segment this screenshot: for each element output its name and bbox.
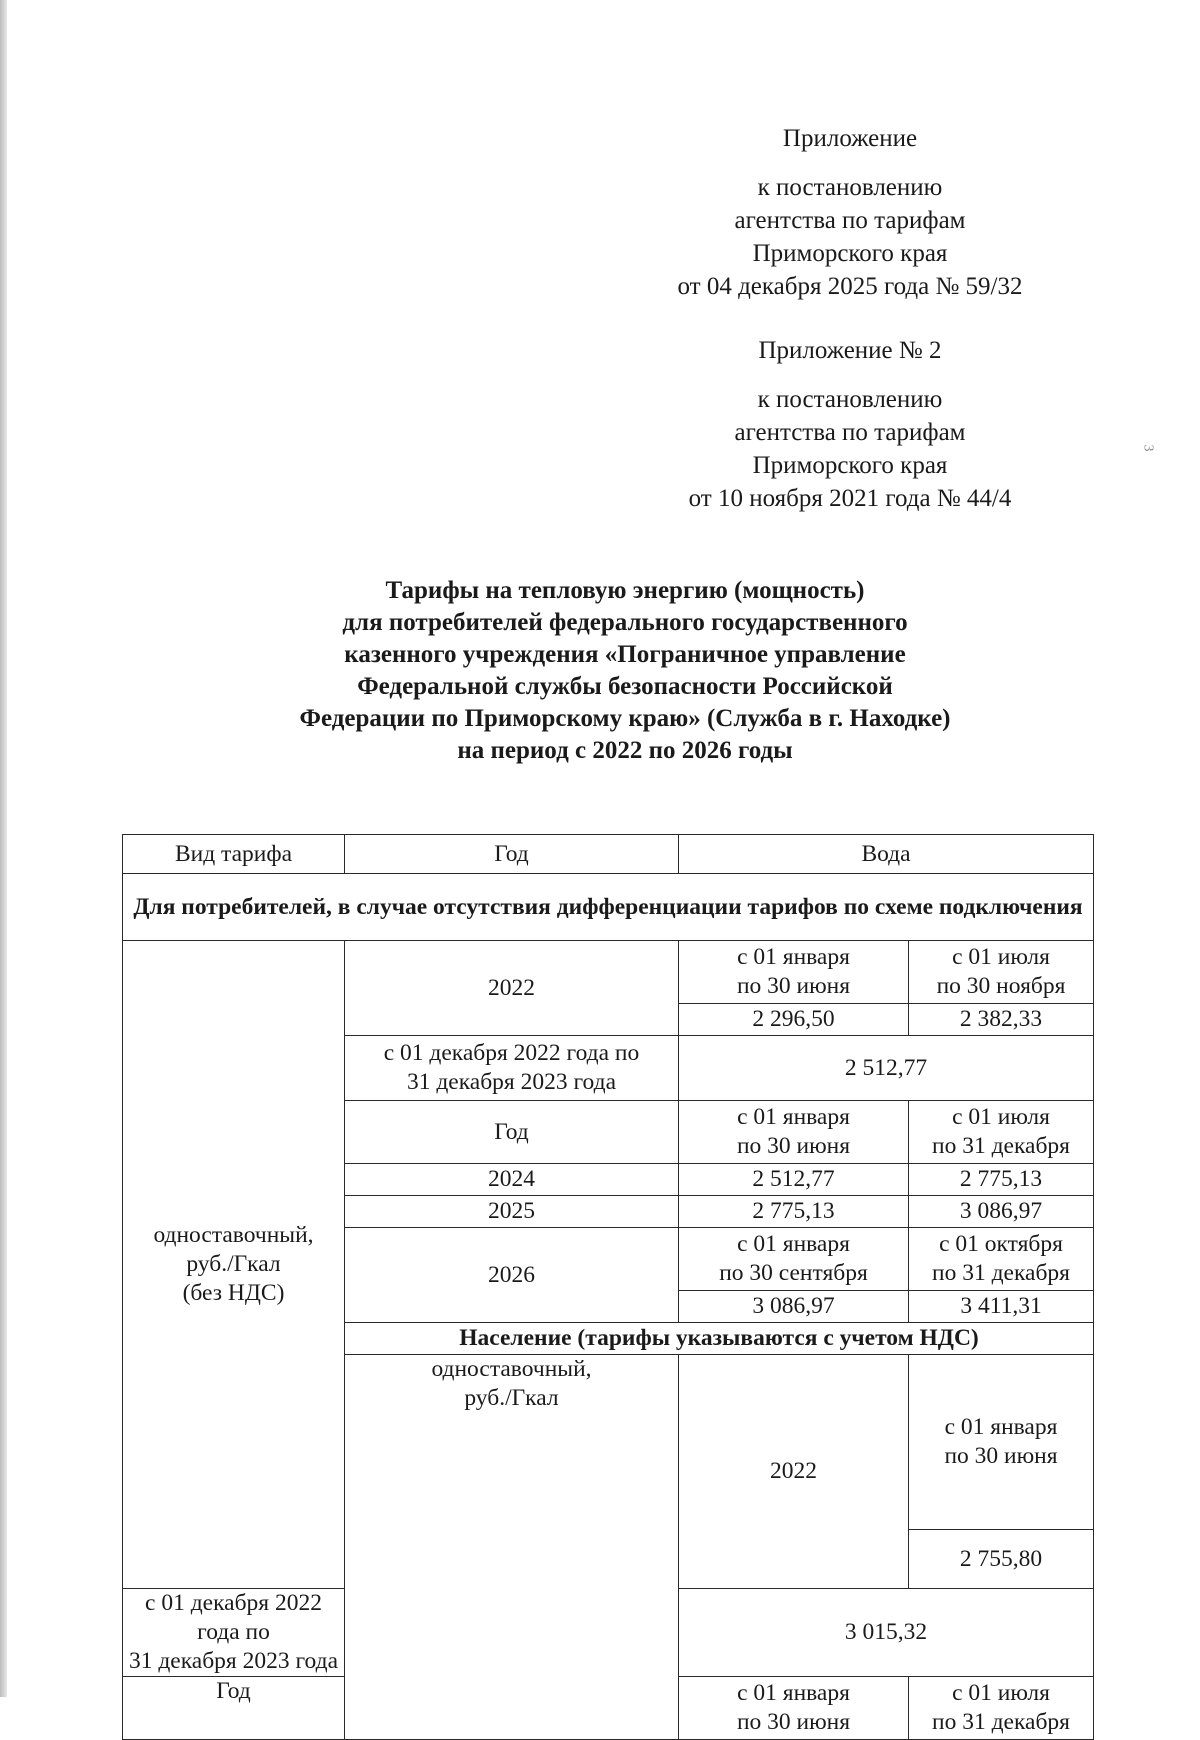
s1-period-header-year: Год bbox=[345, 1101, 679, 1164]
s1-2022-period1-to: по 30 июня bbox=[736, 973, 851, 999]
s1-2026-period2 bbox=[909, 1228, 1094, 1291]
document-title bbox=[150, 575, 1100, 767]
s1-period-header-p2-from: с 01 июля bbox=[952, 1104, 1050, 1130]
s2-dec-period-line1: с 01 декабря 2022 года по bbox=[145, 1590, 322, 1645]
appendix-original-line2: агентства по тарифам bbox=[734, 419, 966, 446]
appendix-original-line1: к постановлению bbox=[757, 386, 943, 413]
s2-dec-period-line2: 31 декабря 2023 года bbox=[128, 1648, 339, 1674]
s1-2022-value2: 2 382,33 bbox=[909, 1004, 1094, 1036]
appendix-current-line1: к постановлению bbox=[757, 174, 943, 201]
s1-2022-period2-to: по 30 ноября bbox=[936, 973, 1066, 999]
s1-2022-period1-from: с 01 января bbox=[737, 944, 850, 970]
s2-dec-value: 3 015,32 bbox=[679, 1589, 1094, 1677]
table-header-row bbox=[123, 835, 1094, 874]
s1-2026-period2-from: с 01 октября bbox=[939, 1231, 1063, 1257]
s1-period-header-p1 bbox=[679, 1101, 909, 1164]
s1-2022-period2 bbox=[909, 941, 1094, 1004]
s2-2022-period1-to: по 30 июня bbox=[944, 1443, 1058, 1469]
appendix-current-block bbox=[600, 122, 1100, 303]
page-mark: 3 bbox=[1140, 444, 1156, 452]
s2-period-header-year: Год bbox=[123, 1677, 345, 1740]
title-line6: на период с 2022 по 2026 годы bbox=[457, 737, 793, 764]
s1-tariff-label-line3: (без НДС) bbox=[182, 1280, 285, 1306]
s1-dec-period bbox=[345, 1036, 679, 1101]
s2-dec-period bbox=[123, 1589, 345, 1677]
s1-2025-value2: 3 086,97 bbox=[909, 1196, 1094, 1228]
s1-2022-period-row bbox=[123, 941, 1094, 1004]
section1-title-row bbox=[123, 874, 1094, 941]
title-line2: для потребителей федерального государственного bbox=[342, 609, 908, 636]
s1-2026-year: 2026 bbox=[345, 1228, 679, 1323]
header-water: Вода bbox=[679, 835, 1094, 874]
s1-2026-value1: 3 086,97 bbox=[679, 1291, 909, 1323]
appendix-current-line3: Приморского края bbox=[752, 240, 948, 267]
s1-2022-period1 bbox=[679, 941, 909, 1004]
s1-2026-period2-to: по 31 декабря bbox=[932, 1260, 1070, 1286]
s1-tariff-label-line2: руб./Гкал bbox=[186, 1251, 281, 1277]
s1-2024-year: 2024 bbox=[345, 1164, 679, 1196]
s1-2024-value1: 2 512,77 bbox=[679, 1164, 909, 1196]
s2-tariff-label-line2: руб./Гкал bbox=[464, 1385, 559, 1411]
tariffs-table bbox=[122, 834, 1094, 1740]
appendix-original-block bbox=[600, 334, 1100, 515]
s1-2022-period2-from: с 01 июля bbox=[952, 944, 1050, 970]
appendix-current-title: Приложение bbox=[782, 125, 918, 152]
appendix-original-title: Приложение № 2 bbox=[758, 337, 942, 364]
appendix-current-line4: от 04 декабря 2025 года № 59/32 bbox=[677, 273, 1023, 300]
s1-2022-year: 2022 bbox=[345, 941, 679, 1036]
title-line4: Федеральной службы безопасности Российской bbox=[357, 673, 893, 700]
s1-2025-value1: 2 775,13 bbox=[679, 1196, 909, 1228]
s1-2024-value2: 2 775,13 bbox=[909, 1164, 1094, 1196]
s2-period-header-p2-from: с 01 июля bbox=[952, 1680, 1050, 1706]
s2-period-header-p1 bbox=[679, 1677, 909, 1740]
s2-tariff-label-line1: одноставочный, bbox=[431, 1356, 592, 1382]
s2-period-header-p1-to: по 30 июня bbox=[736, 1709, 851, 1735]
s2-2022-period1 bbox=[909, 1355, 1094, 1530]
appendix-original-line4: от 10 ноября 2021 года № 44/4 bbox=[688, 485, 1012, 512]
s1-dec-period-line1: с 01 декабря 2022 года по bbox=[383, 1040, 640, 1066]
header-year: Год bbox=[345, 835, 679, 874]
title-line5: Федерации по Приморскому краю» (Служба в г. Находке) bbox=[299, 705, 951, 732]
s1-dec-value: 2 512,77 bbox=[679, 1036, 1094, 1101]
section1-title: Для потребителей, в случае отсутствия дифференциации тарифов по схеме подключения bbox=[123, 874, 1094, 941]
s1-2026-period1 bbox=[679, 1228, 909, 1291]
s2-period-header-p2 bbox=[909, 1677, 1094, 1740]
title-line1: Тарифы на тепловую энергию (мощность) bbox=[385, 577, 865, 604]
s1-2026-period1-to: по 30 сентября bbox=[719, 1260, 868, 1286]
appendix-current-line2: агентства по тарифам bbox=[734, 207, 966, 234]
s2-2022-value1: 2 755,80 bbox=[909, 1530, 1094, 1589]
s1-2025-year: 2025 bbox=[345, 1196, 679, 1228]
s2-2022-year: 2022 bbox=[679, 1355, 909, 1589]
s1-2022-value1: 2 296,50 bbox=[679, 1004, 909, 1036]
s1-period-header-p2 bbox=[909, 1101, 1094, 1164]
s1-period-header-p1-to: по 30 июня bbox=[736, 1133, 851, 1159]
s2-period-header-p2-to: по 31 декабря bbox=[932, 1709, 1070, 1735]
s2-2022-period1-from: с 01 января bbox=[944, 1414, 1058, 1440]
s1-period-header-p2-to: по 31 декабря bbox=[932, 1133, 1070, 1159]
s1-period-header-p1-from: с 01 января bbox=[737, 1104, 850, 1130]
s1-tariff-label-line1: одноставочный, bbox=[153, 1222, 314, 1248]
title-line3: казенного учреждения «Пограничное управление bbox=[344, 641, 906, 668]
s2-period-header-p1-from: с 01 января bbox=[737, 1680, 850, 1706]
s1-2026-value2: 3 411,31 bbox=[909, 1291, 1094, 1323]
header-tariff-type: Вид тарифа bbox=[123, 835, 345, 874]
s1-2026-period1-from: с 01 января bbox=[737, 1231, 850, 1257]
section2-title: Население (тарифы указываются с учетом НДС) bbox=[345, 1323, 1094, 1355]
appendix-original-line3: Приморского края bbox=[752, 452, 948, 479]
scan-left-edge bbox=[0, 0, 7, 1697]
s1-dec-period-line2: 31 декабря 2023 года bbox=[406, 1069, 617, 1095]
s2-tariff-label bbox=[345, 1355, 679, 1740]
s1-tariff-label bbox=[123, 941, 345, 1589]
